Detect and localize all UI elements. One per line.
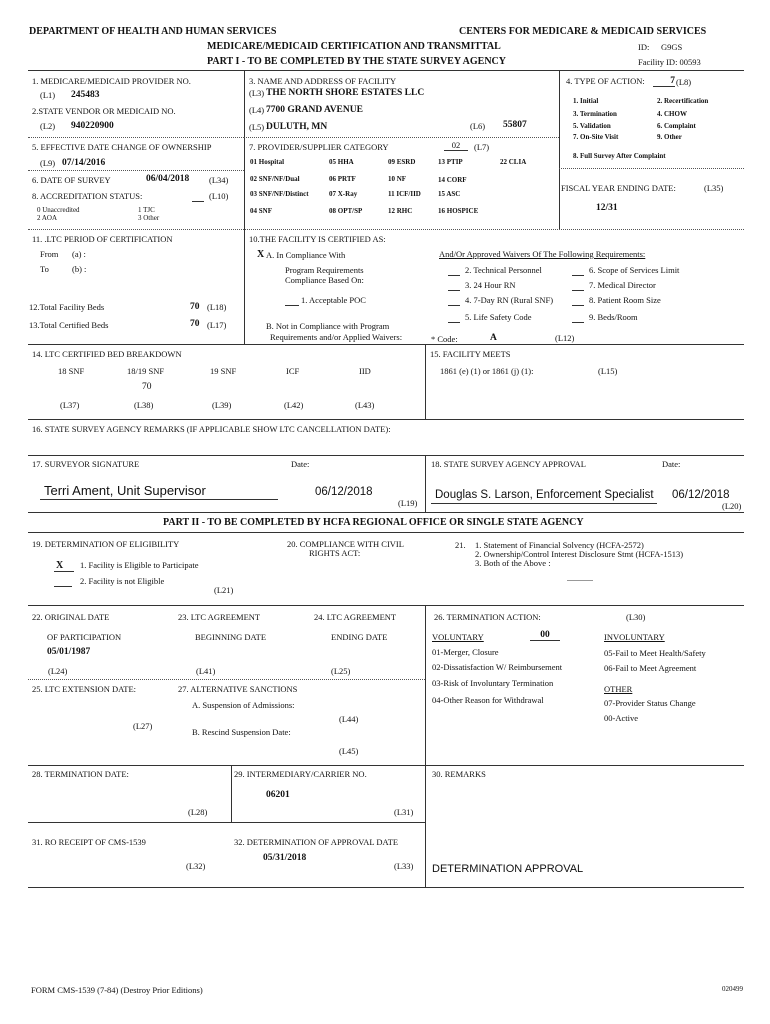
action-opt-2: 2. Recertification bbox=[657, 97, 709, 105]
i2: 06-Fail to Meet Agreement bbox=[604, 663, 697, 673]
cert-beds[interactable]: 70 bbox=[190, 319, 200, 329]
in-compliance: A. In Compliance With bbox=[266, 250, 346, 260]
l24: (L24) bbox=[48, 666, 68, 676]
compliance-based: Compliance Based On: bbox=[285, 275, 364, 285]
ltc-begin-label: 23. LTC AGREEMENT bbox=[178, 612, 261, 622]
cat-01: 01 Hospital bbox=[250, 158, 285, 166]
rule bbox=[28, 679, 425, 680]
w3: 3. 24 Hour RN bbox=[465, 280, 516, 290]
original-date[interactable]: 05/01/1987 bbox=[47, 647, 91, 657]
intermediary-no[interactable]: 06201 bbox=[266, 790, 290, 800]
remarks30-label: 30. REMARKS bbox=[432, 769, 486, 779]
surveyor-signature[interactable]: Terri Ament, Unit Supervisor bbox=[44, 483, 206, 498]
l34: (L34) bbox=[209, 175, 229, 185]
col-iid: IID bbox=[359, 366, 371, 376]
voluntary-label: VOLUNTARY bbox=[432, 632, 484, 642]
o1: 07-Provider Status Change bbox=[604, 698, 696, 708]
approval-date-label: Date: bbox=[662, 459, 681, 469]
rule bbox=[40, 499, 278, 500]
rule bbox=[559, 168, 744, 169]
l6: (L6) bbox=[470, 121, 486, 131]
rule bbox=[28, 512, 744, 513]
provider-no[interactable]: 245483 bbox=[71, 90, 100, 100]
from-a: (a) : bbox=[72, 249, 86, 259]
dept-name: DEPARTMENT OF HEALTH AND HUMAN SERVICES bbox=[29, 26, 277, 37]
s21-blank[interactable] bbox=[567, 580, 593, 581]
ltc-extension-label: 25. LTC EXTENSION DATE: bbox=[32, 684, 137, 694]
waivers-header: And/Or Approved Waivers Of The Following Requirements: bbox=[439, 249, 646, 259]
cat-07: 07 X-Ray bbox=[329, 190, 358, 198]
s21-o3: 3. Both of the Above : bbox=[475, 558, 551, 568]
rule bbox=[28, 822, 425, 823]
bed-1819snf-value[interactable]: 70 bbox=[142, 382, 152, 392]
col-1819snf: 18/19 SNF bbox=[127, 366, 165, 376]
w6: 6. Scope of Services Limit bbox=[589, 265, 680, 275]
cat-10: 10 NF bbox=[388, 175, 407, 183]
sanctions-label: 27. ALTERNATIVE SANCTIONS bbox=[178, 684, 298, 694]
l15: (L15) bbox=[598, 366, 618, 376]
rule bbox=[28, 137, 244, 138]
involuntary-label: INVOLUNTARY bbox=[604, 632, 665, 642]
id-value: G9GS bbox=[661, 42, 683, 52]
remarks30-text[interactable]: DETERMINATION APPROVAL bbox=[432, 863, 584, 875]
rule bbox=[54, 571, 74, 572]
l45: (L45) bbox=[339, 746, 359, 756]
cat-08: 08 OPT/SP bbox=[329, 207, 363, 215]
l5: (L5) bbox=[249, 122, 265, 132]
part1-title: PART I - TO BE COMPLETED BY THE STATE SURVEY AGENCY bbox=[207, 56, 506, 67]
surveyor-date-label: Date: bbox=[291, 459, 310, 469]
form-number: FORM CMS-1539 (7-84) (Destroy Prior Editions) bbox=[31, 985, 203, 995]
eligible-mark[interactable]: X bbox=[56, 560, 64, 571]
o2: 00-Active bbox=[604, 713, 638, 723]
w8: 8. Patient Room Size bbox=[589, 295, 661, 305]
accr-opt-2: 2 AOA bbox=[37, 214, 58, 222]
l1: (L1) bbox=[40, 90, 56, 100]
facility-city[interactable]: DULUTH, MN bbox=[266, 122, 328, 132]
form-code: 020499 bbox=[722, 985, 743, 993]
other-label: OTHER bbox=[604, 684, 633, 694]
cat-03: 03 SNF/NF/Distinct bbox=[250, 190, 309, 198]
facility-meets-label: 15. FACILITY MEETS bbox=[430, 349, 511, 359]
cat-02: 02 SNF/NF/Dual bbox=[250, 175, 300, 183]
facility-zip[interactable]: 55807 bbox=[503, 120, 527, 130]
rule bbox=[425, 605, 426, 765]
action-opt-6: 6. Complaint bbox=[657, 122, 696, 130]
not-eligible-blank[interactable] bbox=[54, 577, 72, 587]
fy-label: FISCAL YEAR ENDING DATE: bbox=[561, 183, 676, 193]
cat-11: 11 ICF/IID bbox=[388, 190, 421, 198]
mark-a[interactable]: X bbox=[257, 249, 265, 260]
termination-code[interactable]: 00 bbox=[530, 630, 560, 641]
rule bbox=[28, 170, 244, 171]
facility-name[interactable]: THE NORTH SHORE ESTATES LLC bbox=[266, 88, 425, 98]
eligible-opt: 1. Facility is Eligible to Participate bbox=[80, 560, 199, 570]
approval-date-label32: 32. DETERMINATION OF APPROVAL DATE bbox=[234, 837, 399, 847]
cat-22: 22 CLIA bbox=[500, 158, 527, 166]
original-date-label: 22. ORIGINAL DATE bbox=[32, 612, 110, 622]
action-opt-3: 3. Termination bbox=[573, 110, 617, 118]
l30: (L30) bbox=[626, 612, 646, 622]
rule bbox=[28, 344, 744, 345]
approval-label: 18. STATE SURVEY AGENCY APPROVAL bbox=[431, 459, 586, 469]
rule bbox=[28, 419, 744, 420]
w9-blank[interactable] bbox=[572, 313, 584, 323]
certified-as-label: 10.THE FACILITY IS CERTIFIED AS: bbox=[249, 234, 386, 244]
cat-09: 09 ESRD bbox=[388, 158, 416, 166]
l39: (L39) bbox=[212, 400, 232, 410]
v1: 01-Merger, Closure bbox=[432, 647, 499, 657]
action-opt-9: 9. Other bbox=[657, 133, 682, 141]
part2-title: PART II - TO BE COMPLETED BY HCFA REGIONAL OFFICE OR SINGLE STATE AGENCY bbox=[163, 517, 584, 528]
l2: (L2) bbox=[40, 121, 56, 131]
ltc-begin-sub: BEGINNING DATE bbox=[195, 632, 267, 642]
rule bbox=[559, 70, 560, 230]
action-opt-1: 1. Initial bbox=[573, 97, 599, 105]
chow-date-label: 5. EFFECTIVE DATE CHANGE OF OWNERSHIP bbox=[32, 142, 212, 152]
w2: 2. Technical Personnel bbox=[465, 265, 542, 275]
w4-blank[interactable] bbox=[448, 296, 460, 306]
facility-id: Facility ID: 00593 bbox=[638, 57, 701, 67]
cert-beds-label: 13.Total Certified Beds bbox=[29, 320, 109, 330]
rescind-suspension: B. Rescind Suspension Date: bbox=[192, 727, 291, 737]
rule bbox=[244, 229, 245, 344]
total-beds[interactable]: 70 bbox=[190, 302, 200, 312]
rule bbox=[425, 765, 426, 887]
col-18snf: 18 SNF bbox=[58, 366, 85, 376]
w5-blank[interactable] bbox=[448, 313, 460, 323]
w6-blank[interactable] bbox=[572, 266, 584, 276]
rule bbox=[425, 344, 426, 419]
s21-label: 21. bbox=[455, 540, 466, 550]
l17: (L17) bbox=[207, 320, 227, 330]
l21: (L21) bbox=[214, 585, 234, 595]
rule bbox=[28, 605, 744, 606]
l19: (L19) bbox=[398, 498, 418, 508]
w7: 7. Medical Director bbox=[589, 280, 656, 290]
l38: (L38) bbox=[134, 400, 154, 410]
surveyor-sig-label: 17. SURVEYOR SIGNATURE bbox=[32, 459, 140, 469]
l31: (L31) bbox=[394, 807, 414, 817]
l7: (L7) bbox=[474, 142, 490, 152]
col-icf: ICF bbox=[286, 366, 300, 376]
poc-row[interactable] bbox=[285, 296, 299, 306]
code-label: * Code: bbox=[431, 334, 458, 344]
chow-date[interactable]: 07/14/2016 bbox=[62, 158, 106, 168]
original-date-sub: OF PARTICIPATION bbox=[47, 632, 122, 642]
w7-blank[interactable] bbox=[572, 281, 584, 291]
rule bbox=[28, 765, 744, 766]
l28: (L28) bbox=[188, 807, 208, 817]
rule bbox=[425, 455, 426, 512]
approval-date-value[interactable]: 05/31/2018 bbox=[263, 853, 307, 863]
provider-no-label: 1. MEDICARE/MEDICAID PROVIDER NO. bbox=[32, 76, 191, 86]
v3: 03-Risk of Involuntary Termination bbox=[432, 678, 554, 688]
remarks16-label: 16. STATE SURVEY AGENCY REMARKS (IF APPLICABLE SHOW LTC CANCELLATION DATE): bbox=[32, 424, 391, 434]
termination-date-label: 28. TERMINATION DATE: bbox=[32, 769, 129, 779]
rule bbox=[28, 229, 744, 230]
l10: (L10) bbox=[209, 191, 229, 201]
rule bbox=[244, 137, 559, 138]
action-opt-7: 7. On-Site Visit bbox=[573, 133, 619, 141]
ltc-end-sub: ENDING DATE bbox=[331, 632, 388, 642]
category-label: 7. PROVIDER/SUPPLIER CATEGORY bbox=[249, 142, 389, 152]
prog-req: Program Requirements bbox=[285, 265, 364, 275]
rule bbox=[244, 70, 245, 230]
ro-receipt-label: 31. RO RECEIPT OF CMS-1539 bbox=[32, 837, 146, 847]
l32: (L32) bbox=[186, 861, 206, 871]
l35: (L35) bbox=[704, 183, 724, 193]
acceptable-poc: 1. Acceptable POC bbox=[301, 295, 366, 305]
bed-breakdown-label: 14. LTC CERTIFIED BED BREAKDOWN bbox=[32, 349, 182, 359]
v4: 04-Other Reason for Withdrawal bbox=[432, 695, 544, 705]
l42: (L42) bbox=[284, 400, 304, 410]
accr-opt-0: 0 Unaccredited bbox=[37, 206, 80, 214]
l33: (L33) bbox=[394, 861, 414, 871]
l9: (L9) bbox=[40, 158, 56, 168]
type-of-action-value[interactable]: 7 bbox=[653, 76, 675, 87]
s21-o1: 1. Statement of Financial Solvency (HCFA-2572) bbox=[475, 540, 644, 550]
accr-opt-3: 3 Other bbox=[138, 214, 160, 222]
accreditation-label: 8. ACCREDITATION STATUS: bbox=[32, 191, 143, 201]
vendor-no[interactable]: 940220900 bbox=[71, 121, 114, 131]
cat-16: 16 HOSPICE bbox=[438, 207, 479, 215]
approval-date[interactable]: 06/12/2018 bbox=[672, 489, 730, 501]
w9: 9. Beds/Room bbox=[589, 312, 638, 322]
code-value[interactable]: A bbox=[490, 333, 497, 343]
l3: (L3) bbox=[249, 88, 265, 98]
cat-15: 15 ASC bbox=[438, 190, 461, 198]
l37: (L37) bbox=[60, 400, 80, 410]
cat-13: 13 PTIP bbox=[438, 158, 463, 166]
surveyor-date[interactable]: 06/12/2018 bbox=[315, 486, 373, 498]
form-title: MEDICARE/MEDICAID CERTIFICATION AND TRANSMITTAL bbox=[207, 41, 501, 52]
s21-o2: 2. Ownership/Control Interest Disclosure Stmt (HCFA-1513) bbox=[475, 549, 684, 559]
w2-blank[interactable] bbox=[448, 266, 460, 276]
ltc-period-label: 11. .LTC PERIOD OF CERTIFICATION bbox=[32, 234, 173, 244]
to-label: To bbox=[40, 264, 49, 274]
rule bbox=[431, 503, 657, 504]
not-eligible-opt: 2. Facility is not Eligible bbox=[80, 576, 165, 586]
l41: (L41) bbox=[196, 666, 216, 676]
l8: (L8) bbox=[676, 77, 692, 87]
rule bbox=[28, 532, 744, 533]
vendor-no-label: 2.STATE VENDOR OR MEDICAID NO. bbox=[32, 106, 176, 116]
l4: (L4) bbox=[249, 105, 265, 115]
l12: (L12) bbox=[555, 333, 575, 343]
cms-name: CENTERS FOR MEDICARE & MEDICAID SERVICES bbox=[459, 26, 707, 37]
cat-04: 04 SNF bbox=[250, 207, 272, 215]
category-value[interactable]: 02 bbox=[444, 141, 468, 151]
survey-date-label: 6. DATE OF SURVEY bbox=[32, 175, 111, 185]
cat-05: 05 HHA bbox=[329, 158, 354, 166]
w5: 5. Life Safety Code bbox=[465, 312, 532, 322]
l27: (L27) bbox=[133, 721, 153, 731]
i1: 05-Fail to Meet Health/Safety bbox=[604, 648, 706, 658]
type-of-action-label: 4. TYPE OF ACTION: bbox=[566, 76, 645, 86]
w4: 4. 7-Day RN (Rural SNF) bbox=[465, 295, 554, 305]
l18: (L18) bbox=[207, 302, 227, 312]
rule bbox=[28, 887, 744, 888]
facility-address[interactable]: 7700 GRAND AVENUE bbox=[266, 105, 363, 115]
eligibility-label: 19. DETERMINATION OF ELIGIBILITY bbox=[32, 539, 180, 549]
suspension-admissions: A. Suspension of Admissions: bbox=[192, 700, 295, 710]
rule bbox=[28, 70, 744, 71]
rule bbox=[28, 455, 744, 456]
accr-opt-1: 1 TJC bbox=[138, 206, 155, 214]
w3-blank[interactable] bbox=[448, 281, 460, 291]
not-compliance: B. Not in Compliance with Program bbox=[266, 321, 390, 331]
accreditation-blank[interactable] bbox=[192, 192, 204, 202]
to-b: (b) : bbox=[72, 264, 87, 274]
rule bbox=[231, 765, 232, 822]
cat-06: 06 PRTF bbox=[329, 175, 356, 183]
action-opt-4: 4. CHOW bbox=[657, 110, 687, 118]
l25: (L25) bbox=[331, 666, 351, 676]
fy-value[interactable]: 12/31 bbox=[596, 203, 618, 213]
action-opt-5: 5. Validation bbox=[573, 122, 611, 130]
survey-date[interactable]: 06/04/2018 bbox=[146, 174, 190, 184]
cat-14: 14 CORF bbox=[438, 176, 467, 184]
l44: (L44) bbox=[339, 714, 359, 724]
v2: 02-Dissatisfaction W/ Reimbursement bbox=[432, 662, 563, 672]
facility-meets-text: 1861 (e) (1) or 1861 (j) (1): bbox=[440, 366, 534, 376]
ltc-end-label: 24. LTC AGREEMENT bbox=[314, 612, 397, 622]
approval-signature[interactable]: Douglas S. Larson, Enforcement Specialist bbox=[435, 489, 654, 501]
applied-waivers: Requirements and/or Applied Waivers: bbox=[270, 332, 403, 342]
l43: (L43) bbox=[355, 400, 375, 410]
civil-rights-label1: 20. COMPLIANCE WITH CIVIL bbox=[287, 539, 404, 549]
intermediary-label: 29. INTERMEDIARY/CARRIER NO. bbox=[234, 769, 367, 779]
action-opt-8: 8. Full Survey After Complaint bbox=[573, 152, 666, 160]
col-19snf: 19 SNF bbox=[210, 366, 237, 376]
civil-rights-label2: RIGHTS ACT: bbox=[309, 548, 361, 558]
l20: (L20) bbox=[722, 501, 742, 511]
cat-12: 12 RHC bbox=[388, 207, 413, 215]
id-label: ID: bbox=[638, 42, 650, 52]
from-label: From bbox=[40, 249, 59, 259]
total-beds-label: 12.Total Facility Beds bbox=[29, 302, 105, 312]
w8-blank[interactable] bbox=[572, 296, 584, 306]
facility-name-label: 3. NAME AND ADDRESS OF FACILITY bbox=[249, 76, 397, 86]
termination-action-label: 26. TERMINATION ACTION: bbox=[434, 612, 541, 622]
